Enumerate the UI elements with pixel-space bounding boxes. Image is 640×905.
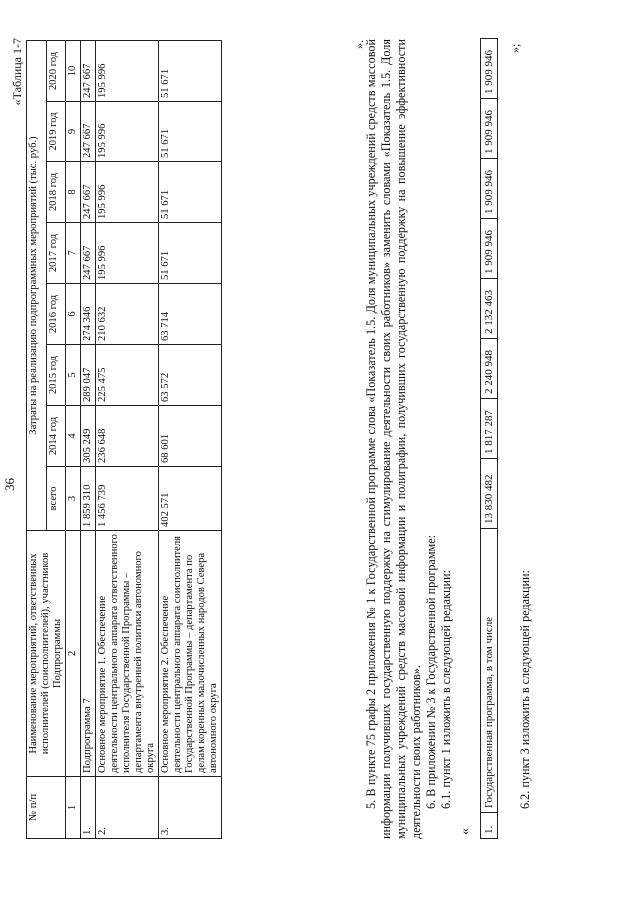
opening-quote-2: « <box>458 828 473 835</box>
row-value: 247 667 <box>81 40 96 101</box>
row-num: 3. <box>159 777 222 839</box>
header-year: 2020 год <box>46 40 66 101</box>
row-num: 2. <box>96 777 159 839</box>
row-value: 195 996 <box>96 223 159 284</box>
row-value: 236 648 <box>96 406 159 467</box>
index-cell: 5 <box>66 345 81 406</box>
row-value: 274 346 <box>81 284 96 345</box>
index-cell: 10 <box>66 40 81 101</box>
row-value: 195 996 <box>96 40 159 101</box>
header-year: 2014 год <box>46 406 66 467</box>
closing-quote-1: ». <box>352 40 366 49</box>
program-table <box>480 38 498 839</box>
row-value: 195 996 <box>96 162 159 223</box>
row-name: Основное мероприятие 1. Обеспечение деятельности центрального аппарата ответственного исполнителя Государственной Программы – департамента внутренней политики автономного округа <box>96 531 159 777</box>
index-cell: 4 <box>66 406 81 467</box>
row-value: 289 047 <box>81 345 96 406</box>
row-num: 1. <box>481 813 498 839</box>
index-row <box>66 40 81 838</box>
row-value: 195 996 <box>96 102 159 162</box>
table-row <box>96 40 159 838</box>
index-cell: 9 <box>66 102 81 162</box>
row-value: 1 909 946 <box>481 159 498 219</box>
row-value: 51 671 <box>159 162 222 223</box>
row-value: 247 667 <box>81 102 96 162</box>
header-year: 2016 год <box>46 284 66 345</box>
header-year: 2015 год <box>46 345 66 406</box>
row-name: Государственная программа, в том числе <box>481 529 498 813</box>
header-year: 2019 год <box>46 102 66 162</box>
index-cell: 2 <box>66 531 81 777</box>
row-value: 210 632 <box>96 284 159 345</box>
page-number: 36 <box>2 478 17 491</box>
row-name: Основное мероприятие 2. Обеспечение деятельности центрального аппарата соисполнителя Государственной Программы – департамента по делам коренных малочисленных народов Севера автономного округа <box>159 531 222 777</box>
row-value: 247 667 <box>81 223 96 284</box>
paragraph-6-1: 6.1. пункт 1 изложить в следующей редакции: <box>439 570 453 809</box>
row-value: 13 830 482 <box>481 459 498 529</box>
amendments-text <box>364 39 454 839</box>
row-value: 402 571 <box>159 467 222 531</box>
row-value: 63 714 <box>159 284 222 345</box>
row-value: 1 909 946 <box>481 219 498 279</box>
index-cell: 3 <box>66 467 81 531</box>
row-value: 51 671 <box>159 223 222 284</box>
header-costs: Затраты на реализацию подпрограммных мероприятий (тыс. руб.) <box>27 40 47 530</box>
header-total: всего <box>46 467 66 531</box>
table-row <box>159 40 222 838</box>
header-year: 2017 год <box>46 223 66 284</box>
costs-table <box>26 40 222 839</box>
row-name: Подпрограмма 7 <box>81 531 96 777</box>
header-year: 2018 год <box>46 162 66 223</box>
row-value: 1 909 946 <box>481 39 498 99</box>
paragraph-6: 6. В приложении № 3 к Государственной программе: <box>424 534 438 809</box>
table-label: «Таблица 1-7 <box>10 38 24 106</box>
table-row <box>81 40 96 838</box>
header-row-1 <box>27 40 47 838</box>
header-num: № п/п <box>27 777 66 839</box>
paragraph-6-2: 6.2. пункт 3 изложить в следующей редакции: <box>518 570 532 809</box>
row-value: 1 456 739 <box>96 467 159 531</box>
row-value: 2 132 463 <box>481 279 498 339</box>
row-num: 1. <box>81 777 96 839</box>
row-value: 51 671 <box>159 102 222 162</box>
row-value: 247 667 <box>81 162 96 223</box>
row-value: 305 249 <box>81 406 96 467</box>
header-name: Наименование мероприятий, ответственных исполнителей (соисполнителей), участников Подпрограммы <box>27 531 66 777</box>
index-cell: 8 <box>66 162 81 223</box>
row-value: 2 240 948 <box>481 339 498 399</box>
closing-quote-2: »; <box>508 43 522 53</box>
row-value: 225 475 <box>96 345 159 406</box>
row-value: 51 671 <box>159 40 222 101</box>
row-value: 1 859 310 <box>81 467 96 531</box>
index-cell: 6 <box>66 284 81 345</box>
row-value: 63 572 <box>159 345 222 406</box>
table-row <box>481 39 498 839</box>
index-cell: 1 <box>66 777 81 839</box>
row-value: 68 601 <box>159 406 222 467</box>
row-value: 1 909 946 <box>481 99 498 159</box>
paragraph-5: 5. В пункте 75 графы 2 приложения № 1 к Государственной программе слова «Показатель 1.5. Доля муниципальных учреждений средств массовой информации получивших государственную поддержку на стимулирование деятельности своих работников» заменить словами «Показатель 1.5. Доля муниципальных учреждений средств массовой информации и полиграфии, получивших государственную поддержку на повышение эффективности деятельности своих работников». <box>364 39 423 839</box>
index-cell: 7 <box>66 223 81 284</box>
row-value: 1 817 287 <box>481 399 498 459</box>
